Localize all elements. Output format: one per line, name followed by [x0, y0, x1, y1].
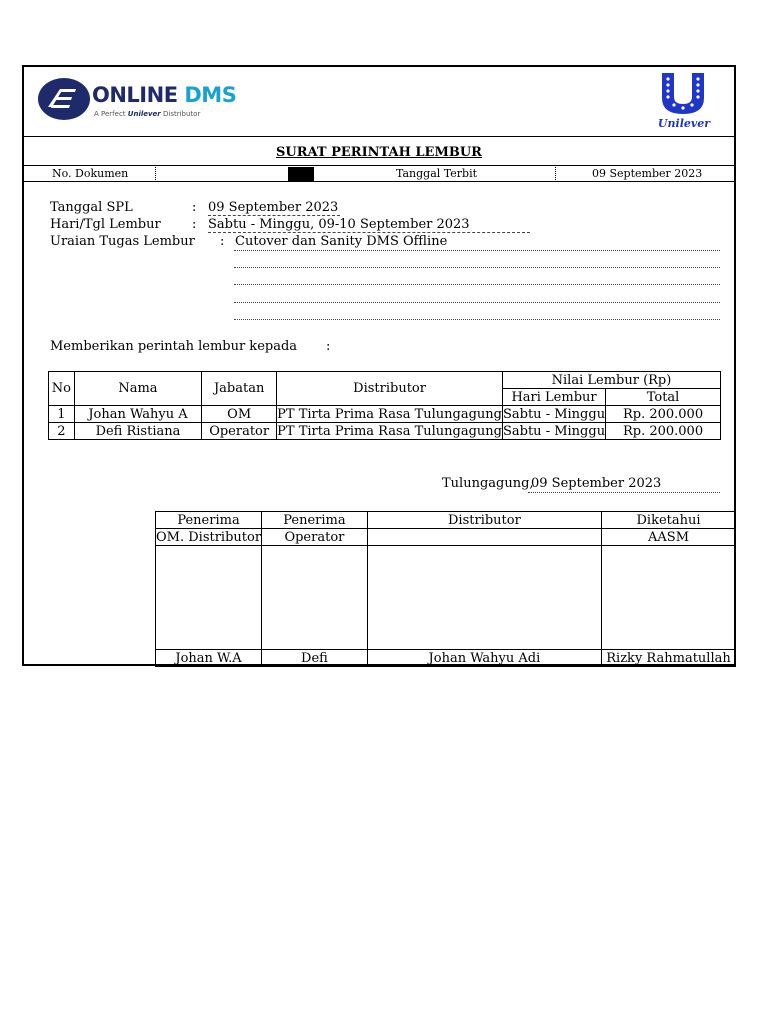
uraian-blank-line [234, 284, 720, 285]
uraian-label: Uraian Tugas Lembur [50, 234, 195, 249]
hari-tgl-label: Hari/Tgl Lembur [50, 217, 161, 232]
tanggal-spl-value: 09 September 2023 [208, 200, 339, 215]
header-nama: Nama [74, 372, 201, 406]
signature-header: Penerima [156, 512, 262, 529]
hari-tgl-underline [208, 232, 530, 233]
no-dokumen-redaction [288, 167, 314, 181]
signature-space [367, 546, 601, 650]
signature-role: AASM [602, 529, 736, 546]
signature-space [156, 546, 262, 650]
colon: : [192, 200, 197, 215]
signature-header: Diketahui [602, 512, 736, 529]
header-jabatan: Jabatan [202, 372, 277, 406]
row-no: 2 [49, 423, 75, 440]
signature-name: Johan W.A [156, 650, 262, 667]
signature-role: OM. Distributor [156, 529, 262, 545]
row-distributor: PT Tirta Prima Rasa Tulungagung [277, 423, 502, 439]
signature-role: Operator [262, 529, 368, 546]
colon: : [192, 217, 197, 232]
assignment-table [48, 371, 721, 440]
row-nama: Johan Wahyu A [74, 406, 201, 423]
place-date-value: 09 September 2023 [531, 476, 662, 491]
order-text: Memberikan perintah lembur kepada [50, 339, 298, 354]
tanggal-spl-underline [208, 215, 340, 216]
logo-tagline-b: Distributor [163, 110, 201, 118]
meta-separator [155, 167, 156, 180]
tanggal-spl-label: Tanggal SPL [50, 200, 133, 215]
signature-name: Rizky Rahmatullah [602, 650, 736, 667]
header-distributor: Distributor [277, 372, 503, 406]
signature-header: Penerima [262, 512, 368, 529]
row-no: 1 [49, 406, 75, 423]
uraian-blank-line [234, 319, 720, 320]
hari-tgl-value: Sabtu - Minggu, 09-10 September 2023 [208, 217, 470, 232]
logo-text-online: ONLINE [92, 83, 178, 107]
tanggal-terbit-label: Tanggal Terbit [396, 167, 478, 180]
online-dms-logo [38, 75, 238, 125]
row-hari-lembur: Sabtu - Minggu [502, 406, 606, 422]
order-colon: : [326, 339, 331, 354]
uraian-value: Cutover dan Sanity DMS Offline [235, 234, 448, 249]
uraian-blank-line [234, 267, 720, 268]
table-row [49, 406, 721, 423]
row-nama: Defi Ristiana [74, 423, 201, 440]
signature-name: Johan Wahyu Adi [367, 650, 601, 667]
signature-header: Distributor [367, 512, 601, 529]
table-row [49, 423, 721, 440]
unilever-wordmark: Unilever [657, 117, 711, 130]
place-label: Tulungagung, [442, 476, 534, 491]
row-jabatan: OM [202, 406, 277, 423]
tanggal-terbit-value: 09 September 2023 [592, 167, 703, 180]
signature-space [602, 546, 736, 650]
unilever-logo [652, 71, 716, 133]
signature-role [367, 529, 601, 546]
no-dokumen-label: No. Dokumen [52, 167, 129, 180]
row-total: Rp. 200.000 [606, 423, 721, 440]
uraian-blank-line [234, 302, 720, 303]
page-title: SURAT PERINTAH LEMBUR [276, 145, 482, 160]
header-total: Total [606, 389, 721, 406]
header-hari-lembur: Hari Lembur [502, 389, 605, 406]
row-jabatan: Operator [202, 423, 277, 440]
row-total: Rp. 200.000 [606, 406, 721, 423]
logo-tagline-brand: Unilever [127, 110, 161, 118]
uraian-line [234, 250, 720, 251]
header-no: No [49, 372, 75, 406]
document-form [22, 65, 736, 666]
row-hari-lembur: Sabtu - Minggu [502, 423, 606, 439]
signature-table [155, 511, 736, 667]
logo-text-dms: DMS [184, 83, 237, 107]
signature-space [262, 546, 368, 650]
meta-row-bottom-border [24, 181, 734, 182]
logo-tagline-a: A Perfect [94, 110, 126, 118]
row-distributor: PT Tirta Prima Rasa Tulungagung [277, 406, 502, 422]
meta-row-top-border [24, 165, 734, 166]
place-date-underline [528, 492, 720, 493]
unilever-u-icon [658, 71, 708, 115]
signature-name: Defi [262, 650, 368, 667]
header-nilai-lembur: Nilai Lembur (Rp) [502, 372, 720, 389]
header-divider [24, 136, 734, 137]
online-dms-emblem-icon [38, 77, 90, 121]
colon: : [220, 234, 225, 249]
meta-separator [555, 167, 556, 180]
